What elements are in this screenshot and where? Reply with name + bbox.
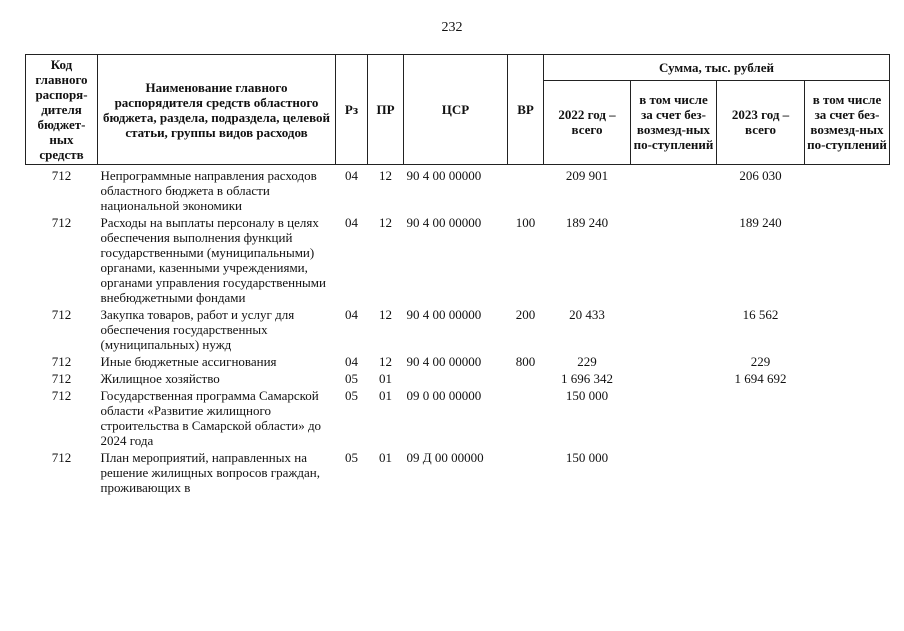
row-rz: 05	[345, 388, 358, 403]
row-name: План мероприятий, направленных на решение жилищных вопросов граждан, проживающих в	[100, 450, 320, 495]
table-row	[26, 306, 890, 353]
table-row	[26, 370, 890, 387]
row-code: 712	[51, 354, 72, 369]
row-csr: 09 0 00 00000	[406, 388, 482, 403]
row-pr: 12	[379, 354, 392, 369]
row-vr	[508, 449, 544, 496]
row-2023-free	[805, 387, 890, 449]
row-pr: 12	[379, 307, 392, 322]
row-pr: 12	[379, 168, 392, 183]
row-csr: 09 Д 00 00000	[406, 450, 484, 465]
row-vr: 800	[515, 354, 536, 369]
header-vr: ВР	[508, 55, 544, 165]
row-2023-free	[805, 370, 890, 387]
row-2022-free	[631, 165, 717, 215]
row-vr	[508, 387, 544, 449]
row-pr: 12	[379, 215, 392, 230]
row-2023-free	[805, 214, 890, 306]
row-csr	[404, 370, 508, 387]
table-row	[26, 214, 890, 306]
header-name: Наименование главного распорядителя средств областного бюджета, раздела, подраздела, целевой статьи, группы видов расходов	[98, 55, 336, 165]
row-2022-total: 209 901	[565, 168, 609, 183]
row-2023-free	[805, 353, 890, 370]
row-2022-free	[631, 370, 717, 387]
row-pr: 01	[379, 450, 392, 465]
header-pr: ПР	[368, 55, 404, 165]
row-code: 712	[51, 168, 72, 183]
row-code: 712	[51, 307, 72, 322]
row-pr: 01	[379, 371, 392, 386]
row-2022-free	[631, 449, 717, 496]
row-vr	[508, 165, 544, 215]
header-2023-free: в том числе за счет без-возмезд-ных по-ступлений	[805, 80, 890, 164]
row-code: 712	[51, 371, 72, 386]
row-2023-total: 206 030	[739, 168, 782, 183]
table-row	[26, 353, 890, 370]
row-name: Расходы на выплаты персоналу в целях обеспечения выполнения функций государственными (муниципальными) органами, казенными учреждениями, органами управления государственными внебюджетными фондами	[100, 215, 326, 305]
row-vr	[508, 370, 544, 387]
table-row	[26, 449, 890, 496]
row-rz: 04	[345, 168, 358, 183]
row-code: 712	[51, 450, 72, 465]
row-name: Жилищное хозяйство	[100, 371, 220, 386]
row-2022-total: 150 000	[565, 388, 609, 403]
row-2022-total: 1 696 342	[561, 371, 613, 386]
row-csr: 90 4 00 00000	[406, 354, 482, 369]
row-name: Государственная программа Самарской области «Развитие жилищного строительства в Самарской области» до 2024 года	[100, 388, 322, 448]
header-code: Код главного распоря-дителя бюджет-ных средств	[26, 55, 98, 165]
table-header	[26, 55, 890, 165]
page-number: 232	[441, 20, 463, 35]
row-2023-free	[805, 306, 890, 353]
row-rz: 05	[345, 371, 358, 386]
row-vr: 100	[515, 215, 536, 230]
row-pr: 01	[379, 388, 392, 403]
row-2022-total: 20 433	[569, 307, 605, 322]
row-2022-total: 229	[577, 354, 597, 369]
row-2022-total: 189 240	[565, 215, 609, 230]
row-2022-free	[631, 306, 717, 353]
row-2022-total: 150 000	[565, 450, 609, 465]
row-2022-free	[631, 214, 717, 306]
row-2023-total: 189 240	[739, 215, 782, 230]
header-csr: ЦСР	[404, 55, 508, 165]
row-2022-free	[631, 387, 717, 449]
row-rz: 04	[345, 307, 358, 322]
row-2023-total: 1 694 692	[734, 371, 787, 386]
header-2023-total: 2023 год – всего	[717, 80, 805, 164]
row-name: Непрограммные направления расходов областного бюджета в области национальной экономики	[100, 168, 317, 213]
row-2022-free	[631, 353, 717, 370]
row-2023-total	[717, 387, 805, 449]
header-sum: Сумма, тыс. рублей	[544, 55, 890, 81]
row-csr: 90 4 00 00000	[406, 215, 482, 230]
row-2023-total: 229	[750, 354, 771, 369]
row-rz: 04	[345, 354, 358, 369]
header-rz: Рз	[336, 55, 368, 165]
row-2023-total	[717, 449, 805, 496]
row-name: Иные бюджетные ассигнования	[100, 354, 277, 369]
header-2022-free: в том числе за счет без-возмезд-ных по-ступлений	[631, 80, 717, 164]
row-vr: 200	[515, 307, 536, 322]
row-rz: 04	[345, 215, 358, 230]
row-code: 712	[51, 388, 72, 403]
table-row	[26, 387, 890, 449]
row-2023-total: 16 562	[742, 307, 779, 322]
row-code: 712	[51, 215, 72, 230]
row-csr: 90 4 00 00000	[406, 168, 482, 183]
table-row	[26, 165, 890, 215]
header-2022-total: 2022 год – всего	[544, 80, 631, 164]
row-2023-free	[805, 165, 890, 215]
row-rz: 05	[345, 450, 358, 465]
row-name: Закупка товаров, работ и услуг для обеспечения государственных (муниципальных) нужд	[100, 307, 295, 352]
row-2023-free	[805, 449, 890, 496]
budget-table	[25, 54, 890, 496]
row-csr: 90 4 00 00000	[406, 307, 482, 322]
